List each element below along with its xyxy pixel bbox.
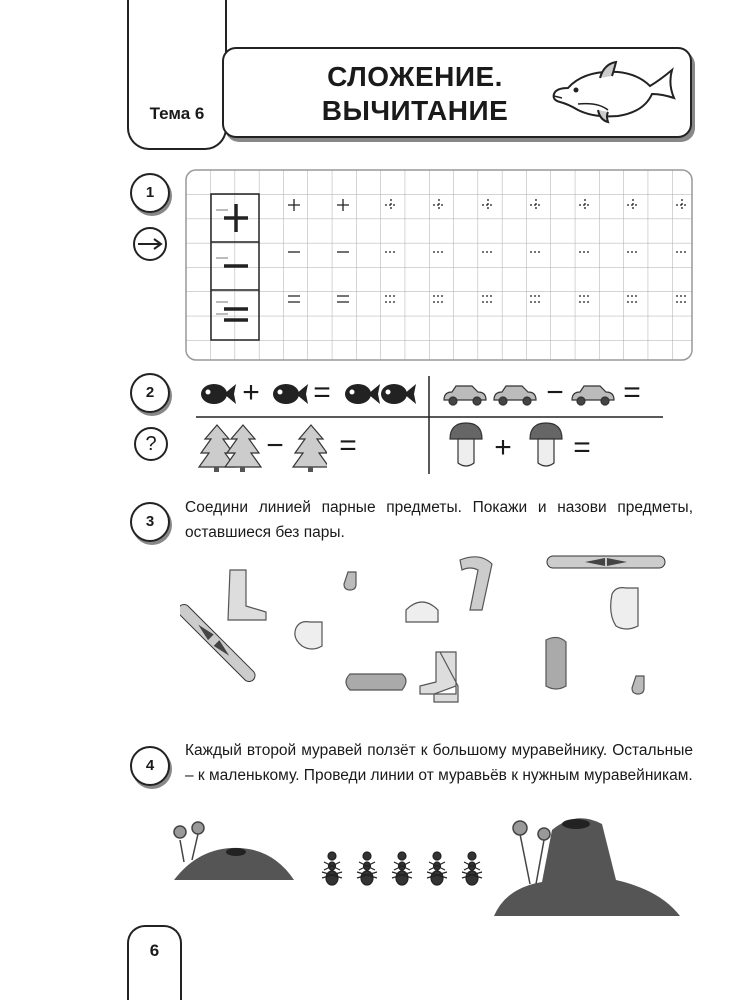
anthills-illustration (170, 810, 690, 920)
question-icon: ? (134, 427, 168, 461)
sock-right (632, 676, 644, 694)
flipflop-left (346, 674, 406, 690)
topic-tab (127, 0, 227, 150)
flipflop-right (546, 637, 566, 689)
title-line-2: ВЫЧИТАНИЕ (321, 95, 509, 126)
sock-left (344, 572, 356, 590)
mitten-left (295, 622, 322, 649)
equals-sign: = (573, 431, 591, 464)
equals-sign: = (339, 429, 357, 462)
page-number: 6 (127, 925, 182, 1000)
title-line-1: СЛОЖЕНИЕ. (327, 61, 503, 92)
scarf (460, 557, 492, 610)
plus-sign: + (242, 376, 260, 409)
boot-left (228, 570, 266, 620)
big-anthill (494, 818, 680, 916)
hat (406, 602, 438, 622)
page-title (260, 60, 570, 128)
small-anthill (174, 822, 294, 880)
equals-sign: = (313, 376, 331, 409)
task4-text: Каждый второй муравей ползёт к большому муравейнику. Остальные – к маленькому. Проведи линии от муравьёв к нужным муравейникам. (185, 742, 693, 784)
mitten-right (611, 588, 638, 629)
task3-text: Соедини линией парные предметы. Покажи и назови предметы, оставшиеся без пары. (185, 499, 693, 541)
topic-label: Тема 6 (149, 104, 205, 123)
minus-sign: − (546, 376, 564, 409)
task-number-3: 3 (130, 502, 170, 542)
dolphin-illustration (548, 58, 678, 124)
paired-items-illustration (180, 550, 690, 710)
plus-sign: + (494, 431, 512, 464)
task-number-4: 4 (130, 746, 170, 786)
equals-sign: = (623, 376, 641, 409)
task-number-2: 2 (130, 373, 170, 413)
cars-equation (440, 378, 620, 410)
arrow-right-icon (132, 226, 172, 266)
boot-right (420, 652, 458, 702)
minus-sign: − (266, 429, 284, 462)
ski-right (547, 556, 665, 568)
writing-grid (184, 168, 694, 363)
ants (322, 852, 482, 885)
task-number-1: 1 (130, 173, 170, 213)
